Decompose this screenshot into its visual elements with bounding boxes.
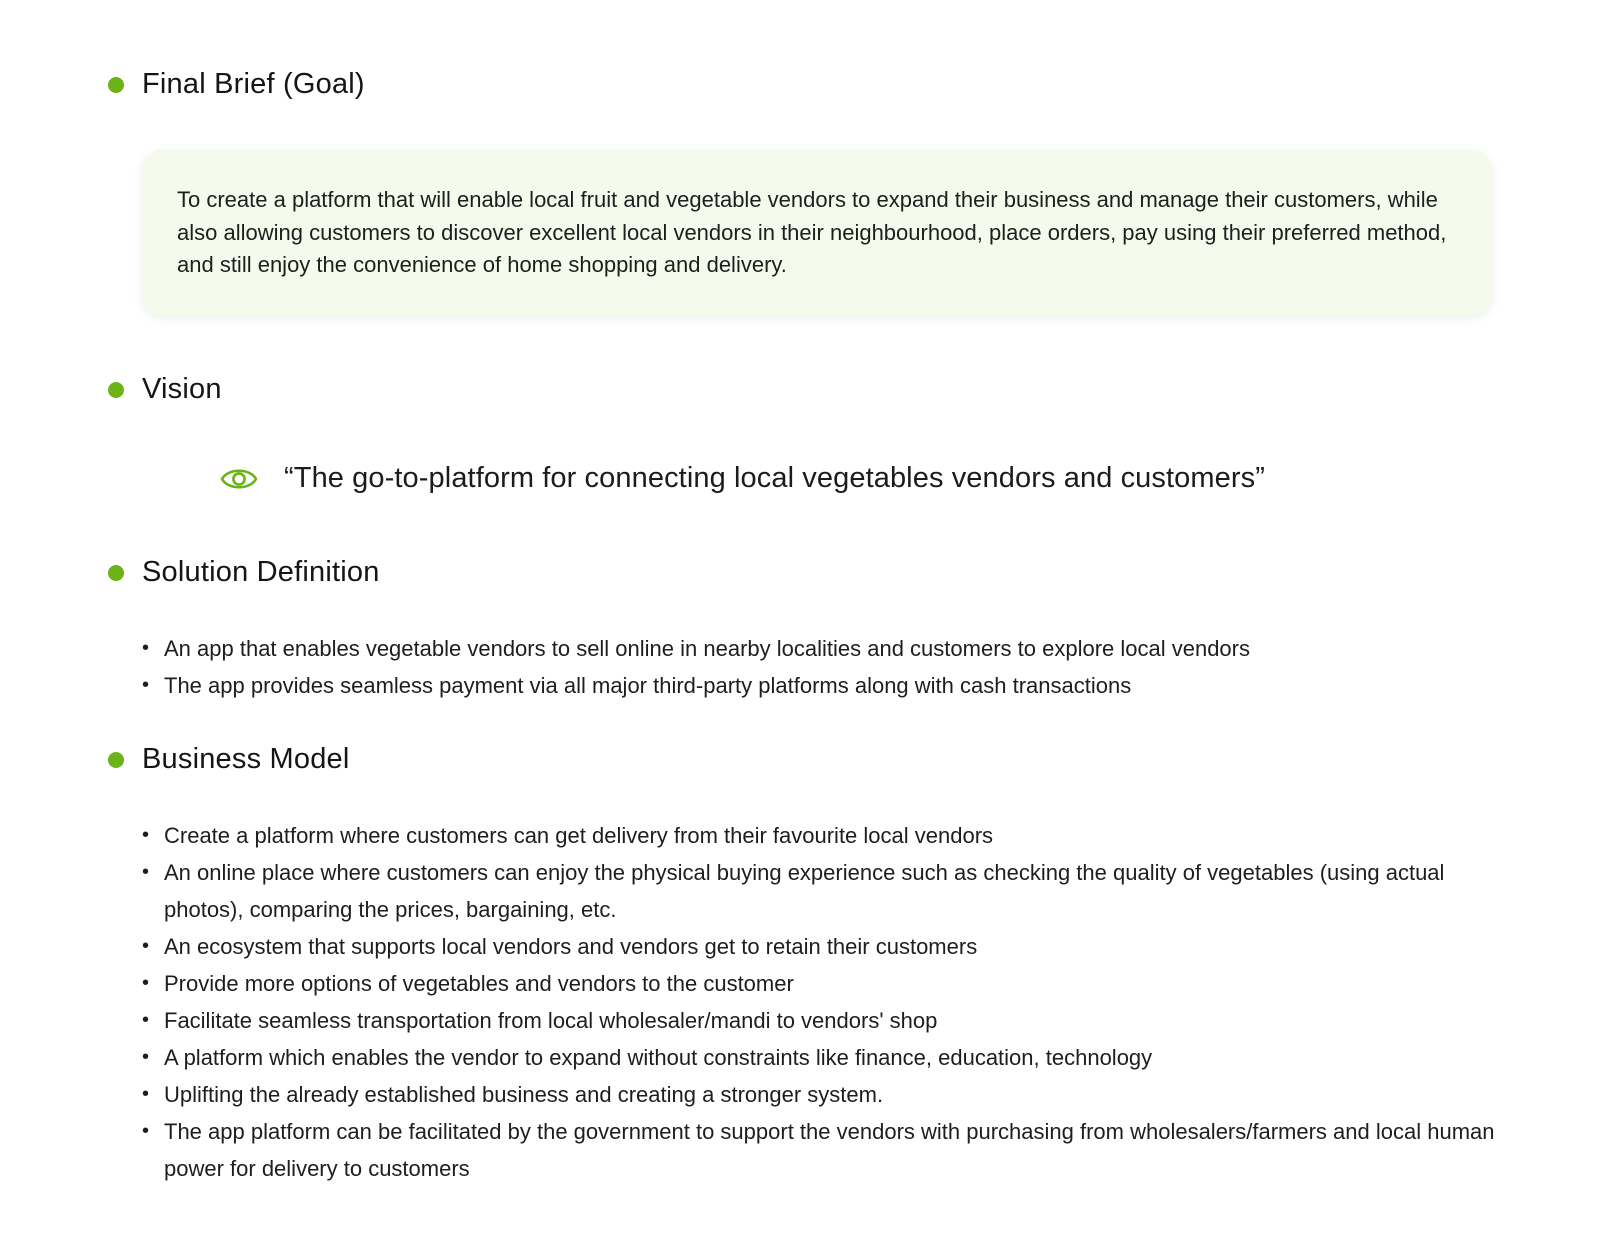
goal-text: To create a platform that will enable local fruit and vegetable vendors to expand their business and manage their customers, while also allowing customers to discover excellent local vendors in their neighbourhood, place orders, pay using their preferred method, and still enjoy the convenience of home shopping and delivery.	[177, 187, 1447, 277]
eye-icon	[220, 464, 258, 494]
list-item: • Provide more options of vegetables and vendors to the customer	[142, 965, 1522, 1002]
bullet-dot-icon	[108, 382, 124, 398]
list-item: • Facilitate seamless transportation from local wholesaler/mandi to vendors' shop	[142, 1002, 1522, 1039]
business-list	[142, 817, 1522, 1187]
solution-section-header	[108, 556, 380, 589]
list-item: • An ecosystem that supports local vendors and vendors get to retain their customers	[142, 928, 1522, 965]
list-item: • A platform which enables the vendor to expand without constraints like finance, education, technology	[142, 1039, 1522, 1076]
business-title: Business Model	[142, 743, 350, 775]
vision-quote: “The go-to-platform for connecting local vegetables vendors and customers”	[284, 462, 1265, 494]
bullet-dot-icon	[108, 565, 124, 581]
bullet-dot-icon	[108, 77, 124, 93]
solution-list	[142, 630, 1522, 704]
vision-section-header	[108, 373, 222, 406]
solution-title: Solution Definition	[142, 556, 380, 588]
bullet-dot-icon	[108, 752, 124, 768]
list-item: • An online place where customers can enjoy the physical buying experience such as checking the quality of vegetables (using actual photos), comparing the prices, bargaining, etc.	[142, 854, 1522, 928]
list-item: • Create a platform where customers can get delivery from their favourite local vendors	[142, 817, 1522, 854]
vision-title: Vision	[142, 373, 222, 405]
goal-section-header	[108, 68, 365, 101]
goal-card	[142, 150, 1492, 315]
list-item: • Uplifting the already established business and creating a stronger system.	[142, 1076, 1522, 1113]
list-item: • The app platform can be facilitated by the government to support the vendors with purchasing from wholesalers/farmers and local human power for delivery to customers	[142, 1113, 1522, 1187]
business-section-header	[108, 743, 350, 776]
vision-statement	[220, 462, 1265, 495]
list-item: • An app that enables vegetable vendors to sell online in nearby localities and customers to explore local vendors	[142, 630, 1522, 667]
list-item: • The app provides seamless payment via all major third-party platforms along with cash transactions	[142, 667, 1522, 704]
goal-title: Final Brief (Goal)	[142, 68, 365, 100]
